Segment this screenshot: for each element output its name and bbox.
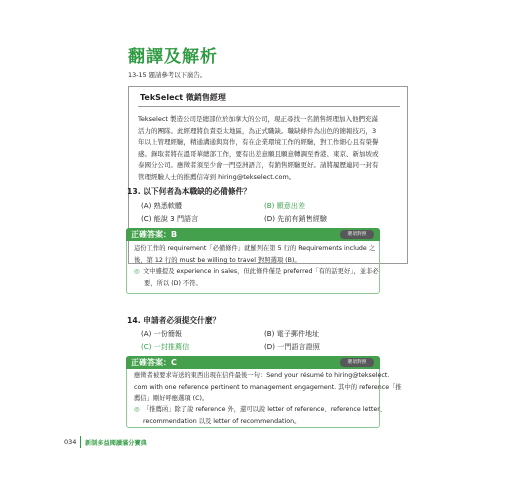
advertisement-line: 活力的團隊。此經理將負責亞太地區，為正式職缺。職缺條件為出色的簡報技巧，3: [138, 126, 377, 135]
advertisement-line: 感。錄取者將在溫哥華總部工作，要有出差意願且願意轉調至香港、東京、新加坡或: [138, 149, 379, 158]
q13-note: [143, 266, 379, 289]
section-title: 翻譯及解析: [128, 47, 218, 67]
q14-option-b: (B) 電子郵件地址: [264, 329, 320, 338]
advertisement-line: 年以上管理經驗，精通溝通與寫作，有在企業環境工作的經驗，對工作細心且有榮譽: [138, 138, 379, 147]
q13-option-a: (A) 熟悉軟體: [141, 201, 183, 210]
q13-answer-label: 正確答案：B: [131, 230, 178, 239]
advertisement-line: 泰國分公司。應徵者須至少會一門亞洲語言，有銷售經驗更好。請將履歷連同一封有: [138, 161, 379, 170]
page-number: 034: [64, 438, 77, 446]
passage-instruction: 13-15 題請參考以下廣告。: [128, 71, 207, 79]
advertisement-divider: [138, 106, 400, 107]
note-bullet-icon: ◎: [134, 268, 140, 275]
q14-answer-label: 正確答案：C: [131, 358, 177, 367]
q13-explanation: [134, 243, 375, 266]
q13-note-line: 文中雖提及 experience in sales，但此條件僅是 preferred「有的話更好」，並非必: [143, 268, 379, 275]
advertisement-line: Tekselect 製造公司是總部位於加拿大的公司，現正尋找一名銷售經理加入他們充滿: [138, 115, 379, 123]
note-bullet-icon: ◎: [134, 406, 140, 413]
q14-note: [143, 404, 386, 427]
q14-note-line: recommendation 以及 letter of recommendation。: [143, 417, 301, 425]
q14-note-line: 「推薦函」除了說 reference 外，還可以說 letter of reference、reference letter、: [143, 406, 387, 413]
q13-explanation-line: 後，第 12 行的 must be willing to travel 對照選項 (B)。: [134, 256, 301, 264]
footer-divider: [80, 436, 81, 448]
q14-explanation-line: com with one reference pertinent to management engagement. 其中的 reference「推: [134, 383, 402, 391]
question-13: 13. 以下何者為本職缺的必備條件？: [127, 187, 251, 196]
q14-option-a: (A) 一份簡報: [141, 329, 183, 338]
q14-explanation-line: 應徵者被要求寄送的東西出現在信件最後一句：Send your résumé to hiring@tekselect.: [134, 372, 390, 379]
advertisement-body: [138, 114, 400, 184]
q13-option-d: (D) 先前有銷售經驗: [264, 214, 327, 223]
q13-option-compare-badge: 選項對照: [340, 230, 374, 239]
question-14: 14. 申請者必須提交什麼？: [127, 316, 221, 325]
advertisement-line: 管理經驗人士的推薦信寄到 hiring@tekselect.com。: [138, 172, 296, 181]
q14-explanation: [134, 370, 402, 405]
q13-explanation-line: 這份工作的 requirement「必備條件」就羅列在第 5 行的 Requirements include 之: [134, 245, 376, 252]
q13-option-c: (C) 能說 3 門語言: [141, 214, 199, 223]
q14-option-c: (C) 一封推薦信: [141, 342, 190, 351]
advertisement-heading: TekSelect 徵銷售經理: [140, 93, 226, 102]
q13-option-b: (B) 願意出差: [264, 201, 306, 210]
q14-option-d: (D) 一門語言證照: [264, 342, 320, 351]
book-title: 新制多益閱讀滿分寶典: [85, 440, 147, 447]
q13-note-line: 要，所以 (D) 不符。: [144, 279, 202, 287]
q14-option-compare-badge: 選項對照: [340, 358, 374, 367]
q14-explanation-line: 薦信」剛好呼應選項 (C)。: [134, 395, 209, 402]
